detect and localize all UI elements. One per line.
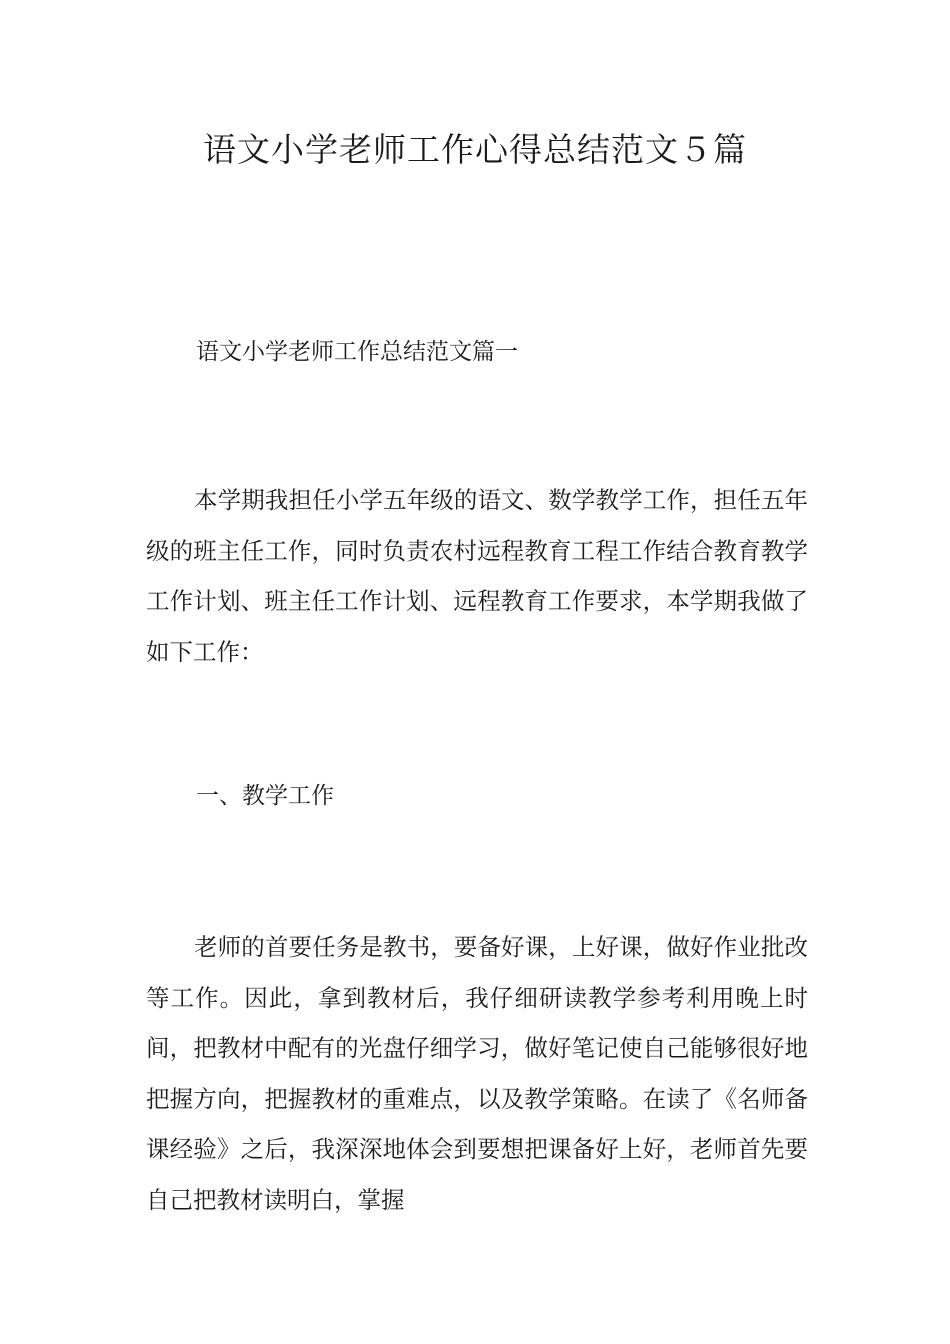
- document-subtitle: 语文小学老师工作总结范文篇一: [196, 339, 518, 365]
- document-title: 语文小学老师工作心得总结范文５篇: [203, 130, 747, 169]
- body-paragraph: 老师的首要任务是教书，要备好课，上好课，做好作业批改等工作。因此，拿到教材后，我仔细研读教学参考利用晚上时间，把教材中配有的光盘仔细学习，做好笔记使自己能够很好地把握方向，把握教材的重难点，以及教学策略。在读了《名师备课经验》之后，我深深地体会到要想把课备好上好，老师首先要自己把教材读明白，掌握: [146, 933, 808, 1214]
- section-heading: 一、教学工作: [196, 783, 334, 809]
- body-paragraph: 本学期我担任小学五年级的语文、数学教学工作，担任五年级的班主任工作，同时负责农村远程教育工程工作结合教育教学工作计划、班主任工作计划、远程教育工作要求，本学期我做了如下工作：: [146, 486, 808, 666]
